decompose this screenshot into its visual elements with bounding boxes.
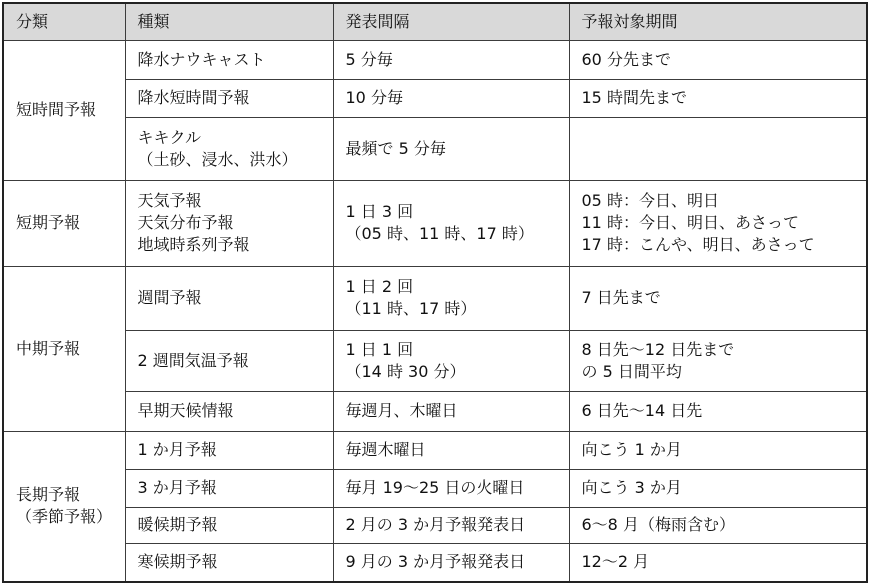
table-row: [3, 330, 867, 391]
kind-cell: 3 か月予報: [125, 469, 333, 507]
table-row: [3, 40, 867, 79]
table-row: [3, 79, 867, 117]
category-cell: 長期予報 （季節予報）: [3, 431, 125, 582]
kind-cell: キキクル （土砂、浸水、洪水）: [125, 117, 333, 180]
table-row: [3, 266, 867, 330]
period-cell: 15 時間先まで: [569, 79, 867, 117]
interval-cell: 毎月 19～25 日の火曜日: [333, 469, 569, 507]
kind-cell: 1 か月予報: [125, 431, 333, 469]
kind-cell: 週間予報: [125, 266, 333, 330]
interval-cell: 1 日 2 回 （11 時、17 時）: [333, 266, 569, 330]
interval-cell: 2 月の 3 か月予報発表日: [333, 507, 569, 543]
interval-cell: 1 日 1 回 （14 時 30 分）: [333, 330, 569, 391]
table-row: [3, 431, 867, 469]
period-cell: 6～8 月（梅雨含む）: [569, 507, 867, 543]
header-category: 分類: [3, 3, 125, 40]
table-row: [3, 507, 867, 543]
period-cell: 向こう 3 か月: [569, 469, 867, 507]
interval-cell: 1 日 3 回 （05 時、11 時、17 時）: [333, 180, 569, 266]
period-cell: 向こう 1 か月: [569, 431, 867, 469]
interval-cell: 最頻で 5 分毎: [333, 117, 569, 180]
interval-cell: 毎週木曜日: [333, 431, 569, 469]
category-cell: 中期予報: [3, 266, 125, 431]
category-cell: 短時間予報: [3, 40, 125, 180]
kind-cell: 暖候期予報: [125, 507, 333, 543]
table-row: [3, 543, 867, 582]
period-cell: [569, 117, 867, 180]
header-kind: 種類: [125, 3, 333, 40]
kind-cell: 2 週間気温予報: [125, 330, 333, 391]
kind-cell: 降水ナウキャスト: [125, 40, 333, 79]
forecast-table: [2, 2, 868, 583]
interval-cell: 10 分毎: [333, 79, 569, 117]
period-cell: 05 時：今日、明日 11 時：今日、明日、あさって 17 時：こんや、明日、あさって: [569, 180, 867, 266]
table-row: [3, 117, 867, 180]
period-cell: 12～2 月: [569, 543, 867, 582]
period-cell: 6 日先～14 日先: [569, 391, 867, 431]
kind-cell: 早期天候情報: [125, 391, 333, 431]
header-row: [3, 3, 867, 40]
kind-cell: 寒候期予報: [125, 543, 333, 582]
kind-cell: 天気予報 天気分布予報 地域時系列予報: [125, 180, 333, 266]
period-cell: 7 日先まで: [569, 266, 867, 330]
period-cell: 60 分先まで: [569, 40, 867, 79]
interval-cell: 9 月の 3 か月予報発表日: [333, 543, 569, 582]
header-period: 予報対象期間: [569, 3, 867, 40]
period-cell: 8 日先～12 日先まで の 5 日間平均: [569, 330, 867, 391]
kind-cell: 降水短時間予報: [125, 79, 333, 117]
category-cell: 短期予報: [3, 180, 125, 266]
interval-cell: 毎週月、木曜日: [333, 391, 569, 431]
table-row: [3, 180, 867, 266]
interval-cell: 5 分毎: [333, 40, 569, 79]
header-interval: 発表間隔: [333, 3, 569, 40]
table-row: [3, 391, 867, 431]
table-row: [3, 469, 867, 507]
